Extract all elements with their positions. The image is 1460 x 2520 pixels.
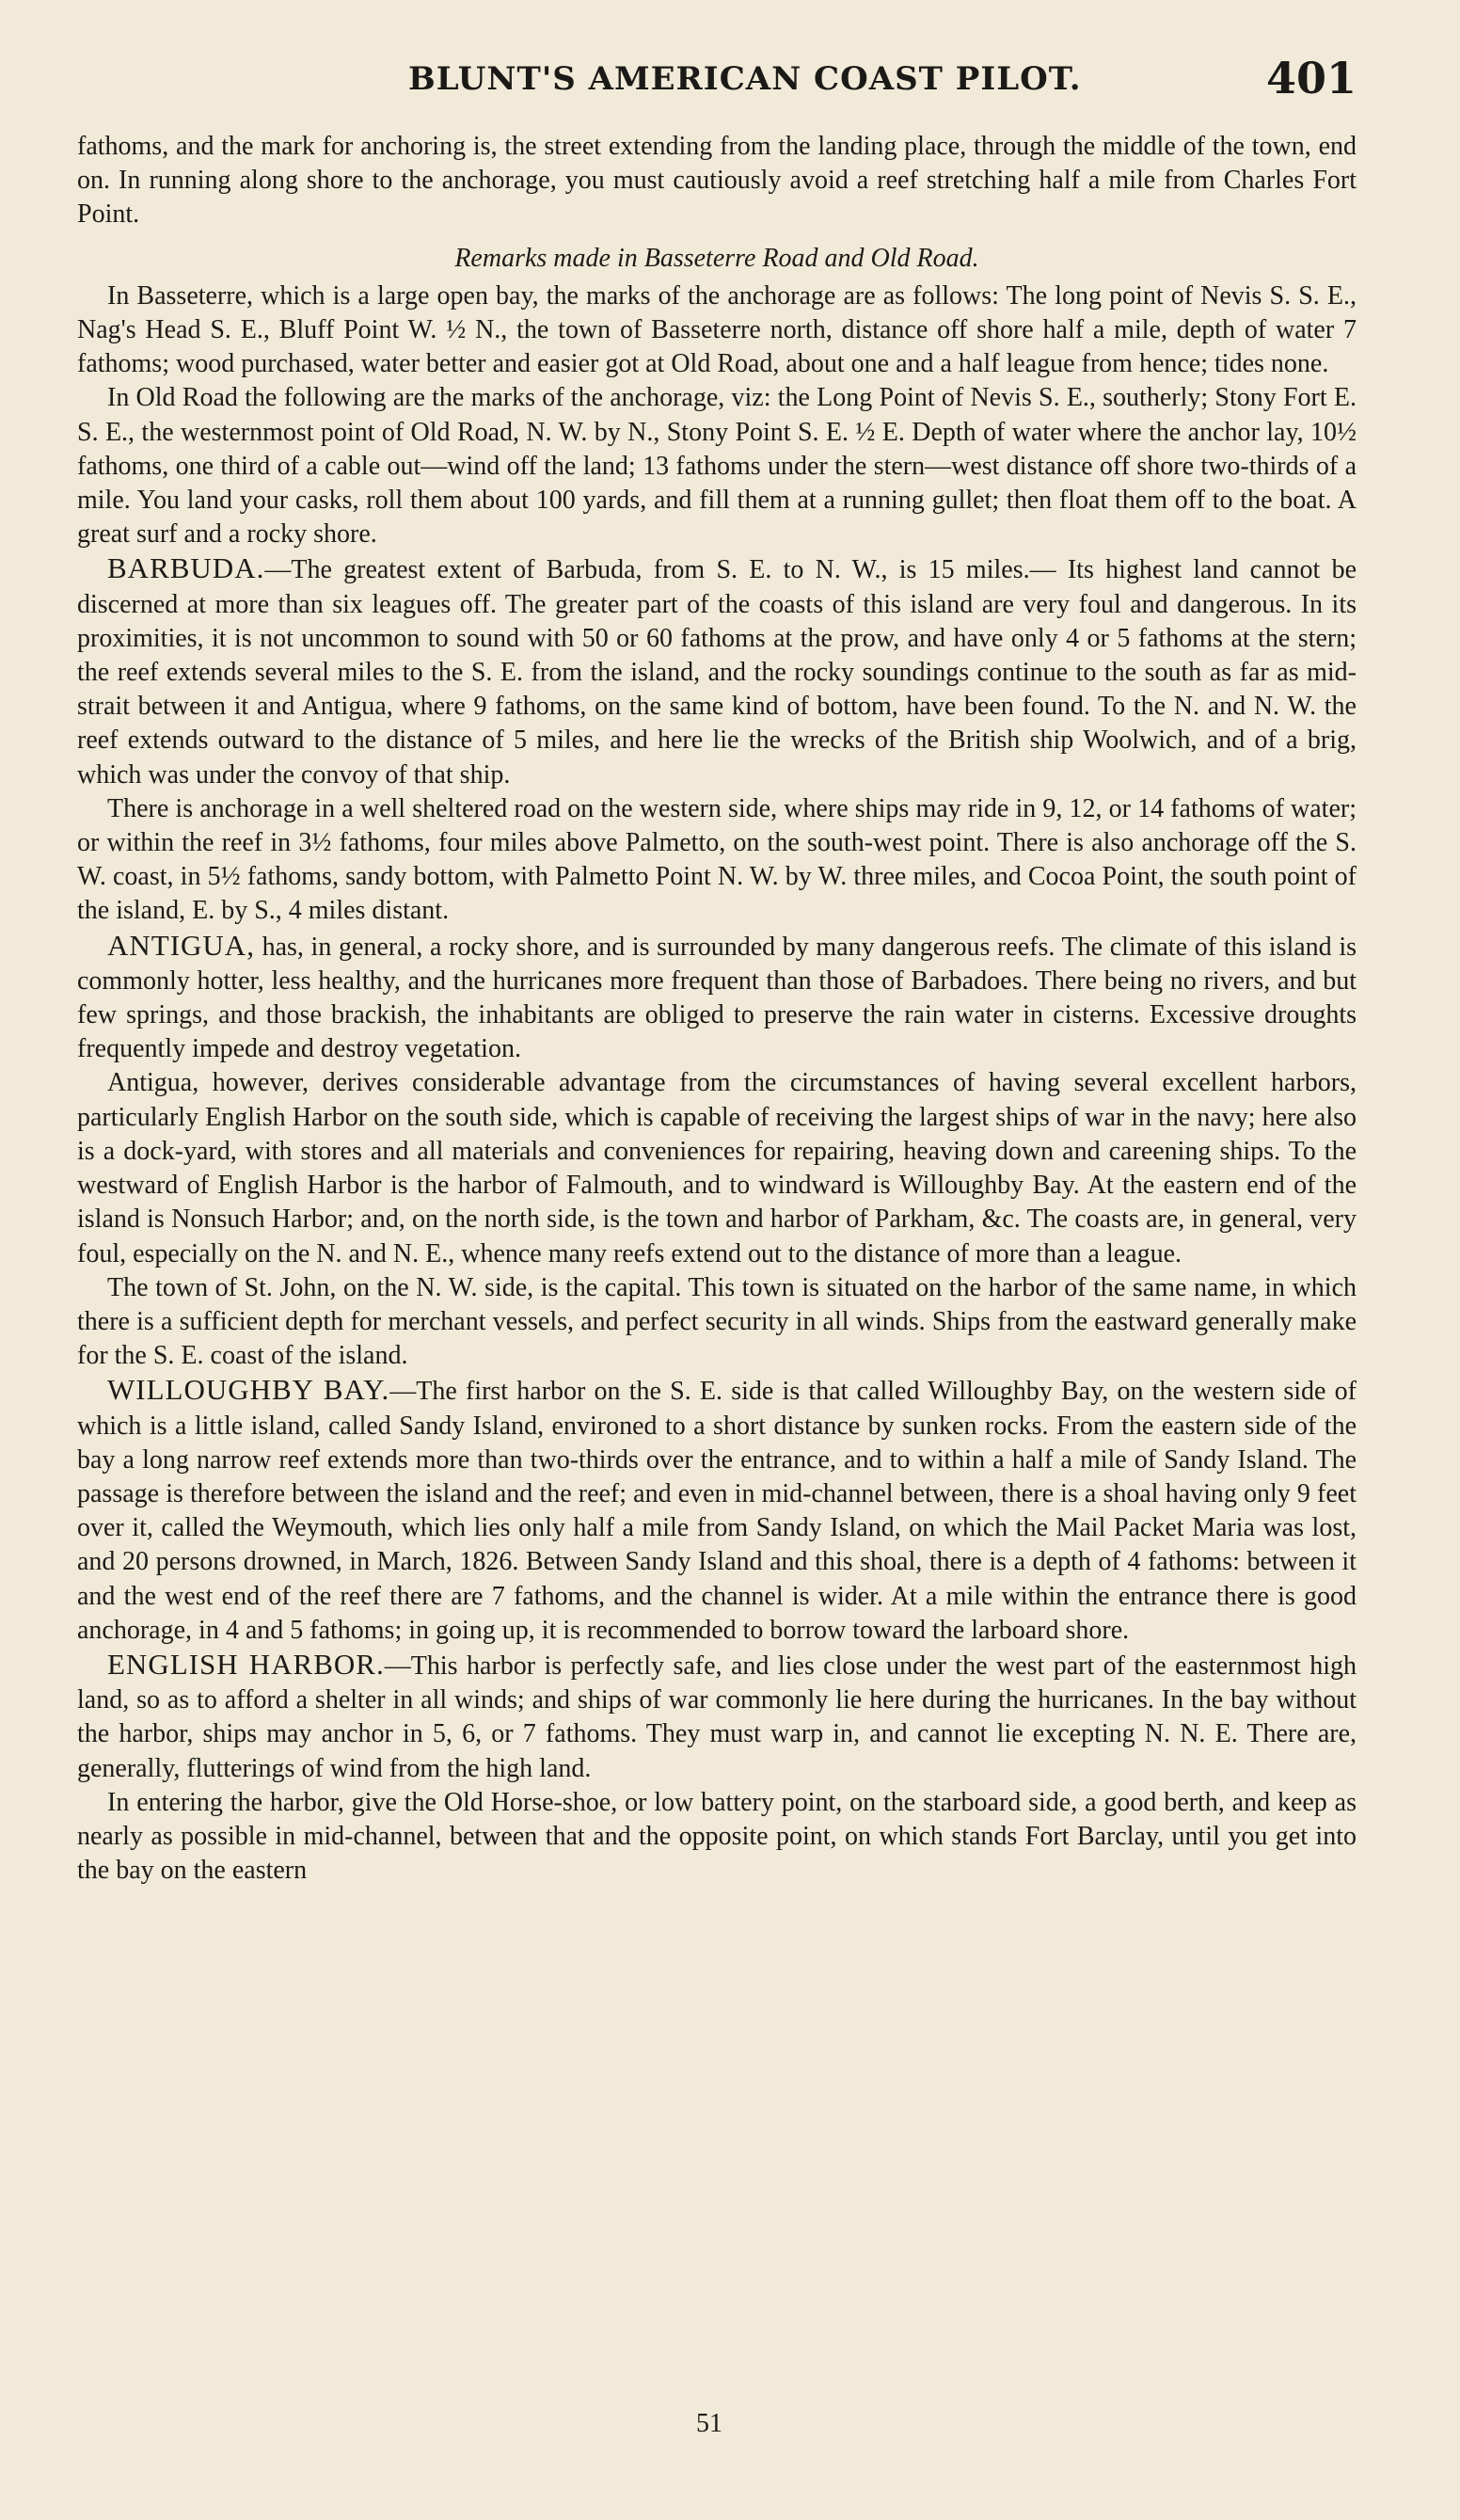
paragraph-continuation: fathoms, and the mark for anchoring is, the street extending from the landing place, through the middle of the town, end on. In running along shore to the anchorage, you must cautiously avoid a reef stretching half a mile from Charles Fort Point. — [77, 132, 1357, 230]
page-number: 401 — [1265, 53, 1357, 104]
paragraph-old-road: In Old Road the following are the marks of the anchorage, viz: the Long Point of Nevis S. E., southerly; Stony Fort E. S. E., the westernmost point of Old Road, N. W. by N., Stony Point S. E. ½ E. Depth of water where the anchor lay, 10½ fathoms, one third of a cable out—wind off the land; 13 fathoms under the stern—west distance off shore two-thirds of a mile. You land your casks, roll them about 100 yards, and fill them at a running gullet; then float them off to the boat. A great surf and a rocky shore. — [77, 383, 1357, 550]
paragraph-antigua — [77, 929, 1357, 1067]
body-text — [77, 130, 1357, 1888]
barbuda-heading: BARBUDA. — [107, 551, 265, 585]
english-harbor-text: —This harbor is perfectly safe, and lies close under the west part of the easternmost high land, so as to afford a shelter in all winds; and ships of war commonly lie here during the hurricanes. In the bay without the harbor, ships may anchor in 5, 6, or 7 fathoms. They must warp in, and cannot lie excepting N. N. E. There are, generally, flutterings of wind from the high land. — [77, 1651, 1357, 1783]
page-header — [77, 53, 1357, 109]
signature-mark: 51 — [696, 2409, 722, 2438]
antigua-text: has, in general, a rocky shore, and is surrounded by many dangerous reefs. The climate of this island is commonly hotter, less healthy, and the hurricanes more frequent than those of Barbadoes. There being no rivers, and but few springs, and those brackish, the inhabitants are obliged to preserve the rain water in cisterns. Excessive droughts frequently impede and destroy vegetation. — [77, 932, 1357, 1064]
paragraph-willoughby-bay — [77, 1373, 1357, 1648]
paragraph-st-john: The town of St. John, on the N. W. side, is the capital. This town is situated on the harbor of the same name, in which there is a sufficient depth for merchant vessels, and perfect security in all winds. Ships from the eastward generally make for the S. E. coast of the island. — [77, 1272, 1357, 1371]
paragraph-barbuda — [77, 551, 1357, 791]
english-harbor-heading: ENGLISH HARBOR. — [107, 1647, 385, 1681]
antigua-heading: ANTIGUA, — [107, 928, 255, 962]
paragraph-basseterre: In Basseterre, which is a large open bay, the marks of the anchorage are as follows: The long point of Nevis S. S. E., Nag's Head S. E., Bluff Point W. ½ N., the town of Basseterre north, distance off shore half a mile, depth of water 7 fathoms; wood purchased, water better and easier got at Old Road, about one and a half league from hence; tides none. — [77, 280, 1357, 379]
paragraph-english-harbor — [77, 1648, 1357, 1786]
paragraph-barbuda-anchorage: There is anchorage in a well sheltered road on the western side, where ships may ride in 9, 12, or 14 fathoms of water; or within the reef in 3½ fathoms, four miles above Palmetto, on the south-west point. There is also anchorage off the S. W. coast, in 5½ fathoms, sandy bottom, with Palmetto Point N. W. by W. three miles, and Cocoa Point, the south point of the island, E. by S., 4 miles distant. — [77, 793, 1357, 926]
willoughby-bay-text: —The first harbor on the S. E. side is that called Willoughby Bay, on the western side of which is a little island, called Sandy Island, environed to a short distance by sunken rocks. From the eastern side of the bay a long narrow reef extends more than two-thirds over the entrance, and to within a half a mile of Sandy Island. The passage is therefore between the island and the reef; and even in mid-channel between, there is a shoal having only 9 feet over it, called the Weymouth, which lies only half a mile from Sandy Island, on which the Mail Packet Maria was lost, and 20 persons drowned, in March, 1826. Between Sandy Island and this shoal, there is a depth of 4 fathoms: between it and the west end of the reef there are 7 fathoms, and the channel is wider. At a mile within the entrance there is good anchorage, in 4 and 5 fathoms; in going up, it is recommended to borrow toward the larboard shore. — [77, 1377, 1357, 1645]
barbuda-text: —The greatest extent of Barbuda, from S. E. to N. W., is 15 miles.— Its highest land cannot be discerned at more than six leagues off. The greater part of the coasts of this island are very foul and dangerous. In its proximities, it is not uncommon to sound with 50 or 60 fathoms at the prow, and have only 4 or 5 fathoms at the stern; the reef extends several miles to the S. E. from the island, and the rocky soundings continue to the south as far as mid-strait between it and Antigua, where 9 fathoms, on the same kind of bottom, have been found. To the N. and N. W. the reef extends outward to the distance of 5 miles, and here lie the wrecks of the British ship Woolwich, and of a brig, which was under the convoy of that ship. — [77, 555, 1357, 789]
section-subheading: Remarks made in Basseterre Road and Old Road. — [454, 243, 979, 273]
running-head: BLUNT'S AMERICAN COAST PILOT. — [408, 60, 1082, 98]
paragraph-entering-harbor: In entering the harbor, give the Old Horse-shoe, or low battery point, on the starboard side, a good berth, and keep as nearly as possible in mid-channel, between that and the opposite point, on which stands Fort Barclay, until you get into the bay on the eastern — [77, 1787, 1357, 1886]
paragraph-antigua-harbors: Antigua, however, derives considerable advantage from the circumstances of having several excellent harbors, particularly English Harbor on the south side, which is capable of receiving the largest ships of war in the navy; here also is a dock-yard, with stores and all materials and conveniences for repairing, heaving down and careening ships. To the westward of English Harbor is the harbor of Falmouth, and to windward is Willoughby Bay. At the eastern end of the island is Nonsuch Harbor; and, on the north side, is the town and harbor of Parkham, &c. The coasts are, in general, very foul, especially on the N. and N. E., whence many reefs extend out to the distance of more than a league. — [77, 1068, 1357, 1268]
willoughby-bay-heading: WILLOUGHBY BAY. — [107, 1373, 390, 1407]
